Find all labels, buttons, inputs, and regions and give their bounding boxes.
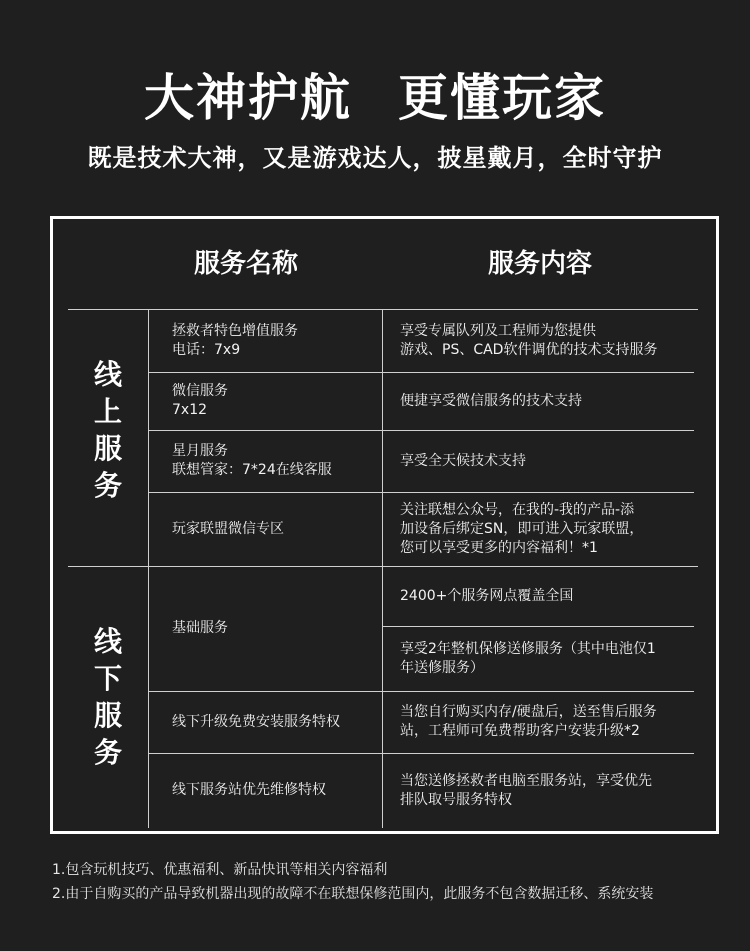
footnote: 2.由于自购买的产品导致机器出现的故障不在联想保修范围内，此服务不包含数据迁移、系统安装 [52, 886, 654, 902]
service-content-cell: 享受专属队列及工程师为您提供 游戏、PS、CAD软件调优的技术支持服务 [400, 322, 658, 358]
footnotes [52, 858, 732, 906]
service-content-cell: 享受2年整机保修送修服务（其中电池仅1 年送修服务） [400, 640, 656, 676]
service-content-cell: 享受全天候技术支持 [400, 452, 526, 469]
service-content-cell: 当您自行购买内存/硬盘后，送至售后服务 站，工程师可免费帮助客户安装升级*2 [400, 704, 657, 739]
column-header-name: 服务名称 [193, 249, 298, 279]
service-name-cell: 基础服务 [172, 620, 228, 636]
service-name-cell: 拯救者特色增值服务 电话：7x9 [172, 322, 298, 358]
service-name-cell: 线下升级免费安装服务特权 [172, 713, 340, 730]
service-content-cell: 关注联想公众号，在我的-我的产品-添 加设备后绑定SN，即可进入玩家联盟， 您可以享受更多的内容福利！*1 [400, 501, 644, 556]
service-content-cell: 便捷享受微信服务的技术支持 [400, 392, 582, 409]
service-name-cell: 玩家联盟微信专区 [172, 520, 284, 537]
service-name-cell: 微信服务 7x12 [172, 383, 228, 418]
group-column-divider [148, 309, 149, 828]
footnote: 1.包含玩机技巧、优惠福利、新品快讯等相关内容福利 [52, 862, 388, 878]
title-left: 大神护航 [144, 69, 352, 127]
service-name-cell: 星月服务 联想管家：7*24在线客服 [172, 443, 332, 478]
group-label-online: 线 上 服 务 [93, 358, 122, 502]
title-right: 更懂玩家 [398, 69, 606, 127]
service-content-cell: 当您送修拯救者电脑至服务站，享受优先 排队取号服务特权 [400, 772, 652, 808]
page-title [0, 68, 750, 128]
content-column-divider [382, 309, 383, 828]
service-name-cell: 线下服务站优先维修特权 [172, 782, 326, 798]
group-label-offline: 线 下 服 务 [93, 625, 122, 769]
page-subtitle: 既是技术大神，又是游戏达人，披星戴月，全时守护 [87, 144, 663, 172]
service-content-cell: 2400+个服务网点覆盖全国 [400, 587, 574, 604]
column-header-content: 服务内容 [487, 249, 592, 279]
